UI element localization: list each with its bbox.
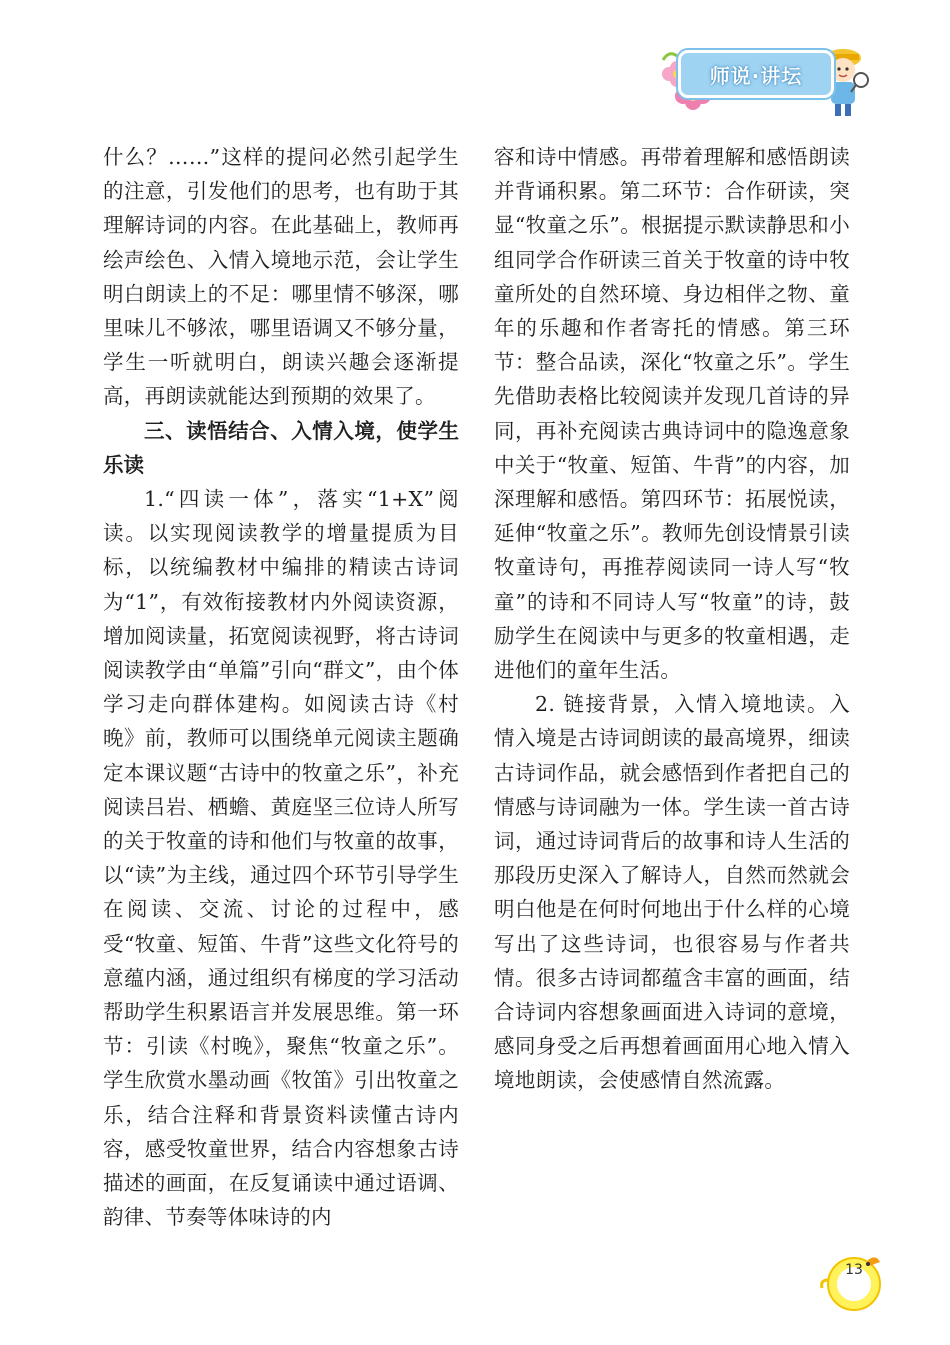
page-number: 13	[845, 1262, 863, 1278]
left-column	[103, 140, 459, 1235]
section-heading: 三、读悟结合、入情入境，使学生乐读	[103, 418, 459, 477]
paragraph: 容和诗中情感。再带着理解和感悟朗读并背诵积累。第二环节：合作研读，突显“牧童之乐”。根据提示默读静思和小组同学合作研读三首关于牧童的诗中牧童所处的自然环境、身边相伴之物、童年的乐趣和作者寄托的情感。第三环节：整合品读，深化“牧童之乐”。学生先借助表格比较阅读并发现几首诗的异同，再补充阅读古典诗词中的隐逸意象中关于“牧童、短笛、牛背”的内容，加深理解和感悟。第四环节：拓展悦读，延伸“牧童之乐”。教师先创设情景引读牧童诗句，再推荐阅读同一诗人写“牧童”的诗和不同诗人写“牧童”的诗，鼓励学生在阅读中与更多的牧童相遇，走进他们的童年生活。	[494, 145, 850, 683]
right-column	[494, 140, 850, 1098]
paragraph: 1.“四读一体”，落实“1+X”阅读。以实现阅读教学的增量提质为目标，以统编教材中编排的精读古诗词为“1”，有效衔接教材内外阅读资源，增加阅读量，拓宽阅读视野，将古诗词阅读教学由“单篇”引向“群文”，由个体学习走向群体建构。如阅读古诗《村晚》前，教师可以围绕单元阅读主题确定本课议题“古诗中的牧童之乐”，补充阅读吕岩、栖蟾、黄庭坚三位诗人所写的关于牧童的诗和他们与牧童的故事，以“读”为主线，通过四个环节引导学生在阅读、交流、讨论的过程中，感受“牧童、短笛、牛背”这些文化符号的意蕴内涵，通过组织有梯度的学习活动帮助学生积累语言并发展思维。第一环节：引读《村晚》，聚焦“牧童之乐”。学生欣赏水墨动画《牧笛》引出牧童之乐，结合注释和背景资料读懂古诗内容，感受牧童世界，结合内容想象古诗描述的画面，在反复诵读中通过语调、韵律、节奏等体味诗的内	[103, 487, 459, 1230]
paragraph: 2. 链接背景，入情入境地读。入情入境是古诗词朗读的最高境界，细读古诗词作品，就会感悟到作者把自己的情感与诗词融为一体。学生读一首古诗词，通过诗词背后的故事和诗人生活的那段历史深入了解诗人，自然而然就会明白他是在何时何地出于什么样的心境写出了这些诗词，也很容易与作者共情。很多古诗词都蕴含丰富的画面，结合诗词内容想象画面进入诗词的意境，感同身受之后再想着画面用心地入情入境地朗读，会使感情自然流露。	[494, 692, 850, 1093]
section-tag: 师说·讲坛	[678, 50, 834, 98]
paragraph: 什么？……”这样的提问必然引起学生的注意，引发他们的思考，也有助于其理解诗词的内容。在此基础上，教师再绘声绘色、入情入境地示范，会让学生明白朗读上的不足：哪里情不够深，哪里味儿不够浓，哪里语调又不够分量，学生一听就明白，朗读兴趣会逐渐提高，再朗读就能达到预期的效果了。	[103, 145, 459, 409]
